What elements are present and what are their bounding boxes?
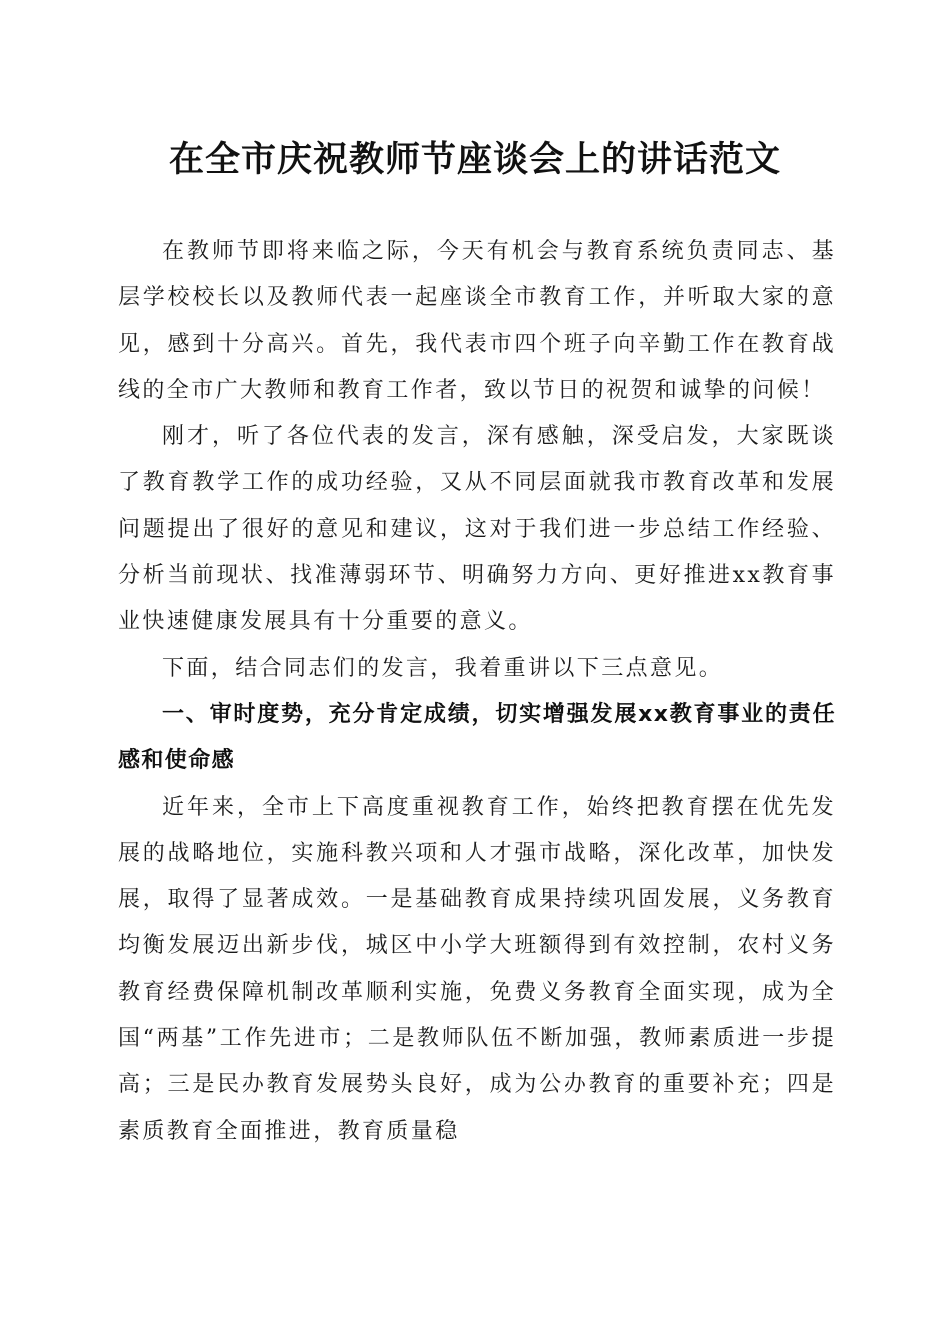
document-body [118,229,836,1155]
paragraph-reflection: 刚才，听了各位代表的发言，深有感触，深受启发，大家既谈了教育教学工作的成功经验，又从不同层面就我市教育改革和发展问题提出了很好的意见和建议，这对于我们进一步总结工作经验、分析当前现状、找准薄弱环节、明确努力方向、更好推进xx教育事业快速健康发展具有十分重要的意义。 [118,424,836,635]
document-title: 在全市庆祝教师节座谈会上的讲话范文 [168,139,781,180]
section-heading-one: 一、审时度势，充分肯定成绩，切实增强发展xx教育事业的责任感和使命感 [118,701,836,774]
paragraph-achievements: 近年来，全市上下高度重视教育工作，始终把教育摆在优先发展的战略地位，实施科教兴项和人才强市战略，深化改革，加快发展，取得了显著成效。一是基础教育成果持续巩固发展，义务教育均衡发展迈出新步伐，城区中小学大班额得到有效控制，农村义务教育经费保障机制改革顺利实施，免费义务教育全面实现，成为全国“两基”工作先进市；二是教师队伍不断加强，教师素质进一步提高；三是民办教育发展势头良好，成为公办教育的重要补充；四是素质教育全面推进，教育质量稳 [118,794,836,1144]
paragraph-outline: 下面，结合同志们的发言，我着重讲以下三点意见。 [162,655,724,681]
paragraph-opening: 在教师节即将来临之际，今天有机会与教育系统负责同志、基层学校校长以及教师代表一起座谈全市教育工作，并听取大家的意见，感到十分高兴。首先，我代表市四个班子向辛勤工作在教育战线的全市广大教师和教育工作者，致以节日的祝贺和诚挚的问候！ [118,239,836,403]
